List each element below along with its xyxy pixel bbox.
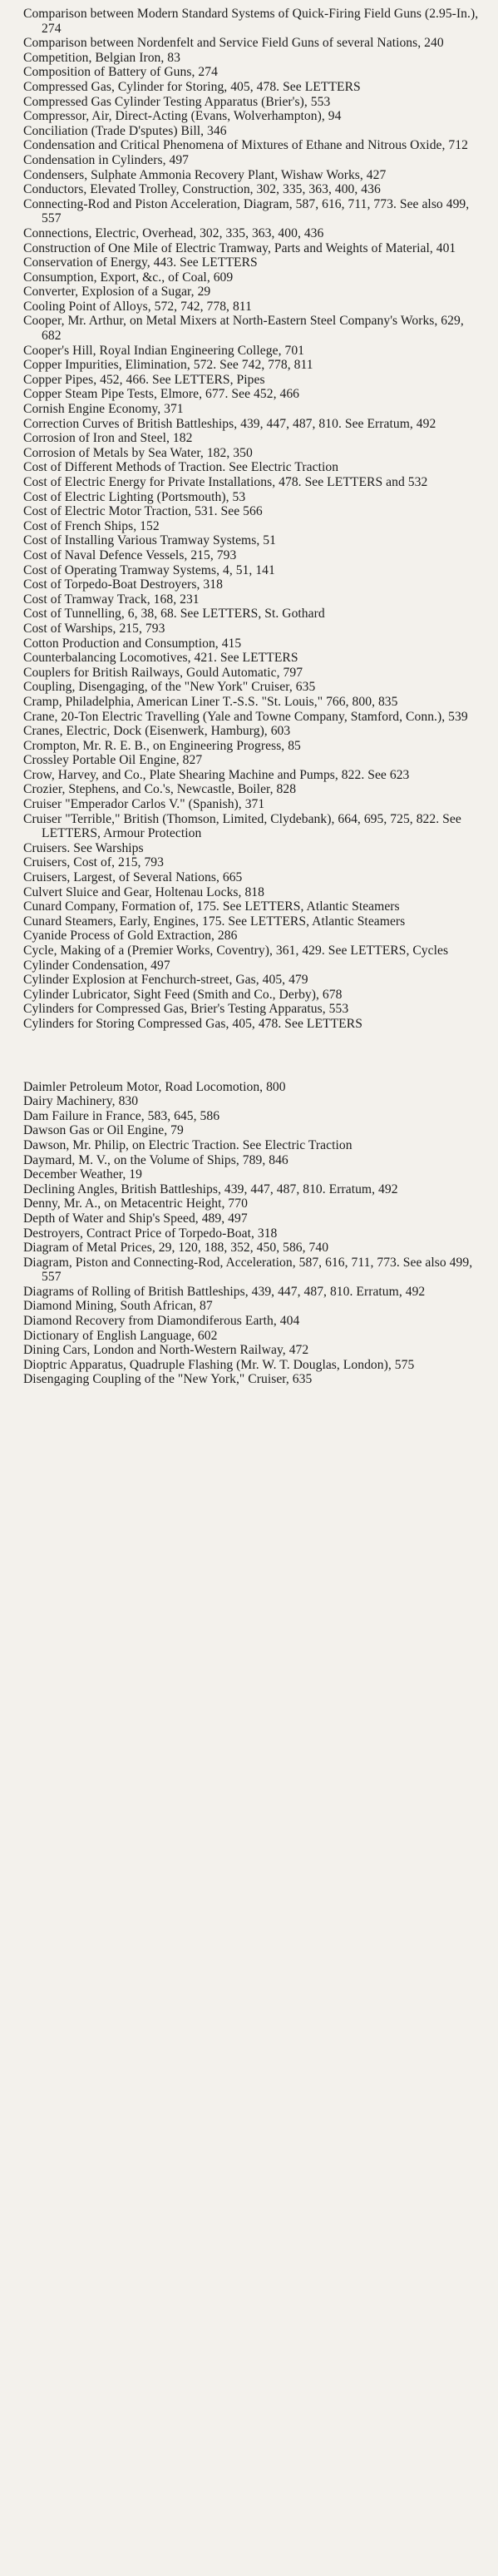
- index-entry: Dairy Machinery, 830: [23, 1094, 139, 1109]
- index-entry: Couplers for British Railways, Gould Automatic, 797: [23, 665, 303, 680]
- index-entry: Diagram of Metal Prices, 29, 120, 188, 352, 450, 586, 740: [23, 1241, 329, 1256]
- index-entry: Cost of Torpedo-Boat Destroyers, 318: [23, 577, 223, 592]
- index-entry: Condensation in Cylinders, 497: [23, 152, 190, 167]
- index-entry: Cost of Electric Energy for Private Installations, 478. See LETTERS and 532: [23, 475, 428, 489]
- index-entry: Coupling, Disengaging, of the "New York" Cruiser, 635: [23, 680, 316, 695]
- index-entry: Dawson Gas or Oil Engine, 79: [23, 1123, 184, 1138]
- index-section: [23, 7, 480, 1032]
- index-entry: Compressed Gas Cylinder Testing Apparatus (Brier's), 553: [23, 94, 331, 109]
- index-entry: Connecting-Rod and Piston Acceleration, Diagram, 587, 616, 711, 773. See also 499, 557: [23, 196, 470, 226]
- index-entry: Cruiser "Terrible," British (Thomson, Limited, Clydebank), 664, 695, 725, 822. See LETTERS, Armour Protection: [23, 811, 461, 841]
- index-entry: Condensers, Sulphate Ammonia Recovery Plant, Wishaw Works, 427: [23, 167, 387, 182]
- index-entry: Cunard Company, Formation of, 175. See LETTERS, Atlantic Steamers: [23, 899, 400, 914]
- index-entry: Cylinder Explosion at Fenchurch-street, Gas, 405, 479: [23, 973, 308, 988]
- index-section: [23, 1080, 480, 1387]
- index-entry: Conservation of Energy, 443. See LETTERS: [23, 255, 258, 270]
- index-entry: Corrosion of Iron and Steel, 182: [23, 431, 193, 446]
- index-entry: Converter, Explosion of a Sugar, 29: [23, 285, 211, 300]
- index-entry: Daymard, M. V., on the Volume of Ships, 789, 846: [23, 1152, 288, 1167]
- index-entry: Cruisers, Largest, of Several Nations, 665: [23, 870, 243, 885]
- index-entry: Cost of French Ships, 152: [23, 518, 160, 533]
- index-entry: Cyanide Process of Gold Extraction, 286: [23, 929, 238, 944]
- index-entry: Cunard Steamers, Early, Engines, 175. See LETTERS, Atlantic Steamers: [23, 914, 406, 929]
- index-entry: Compressor, Air, Direct-Acting (Evans, Wolverhampton), 94: [23, 109, 342, 124]
- index-entry: Culvert Sluice and Gear, Holtenau Locks, 818: [23, 884, 264, 899]
- index-entry: Diamond Mining, South African, 87: [23, 1299, 213, 1314]
- index-entry: December Weather, 19: [23, 1167, 143, 1182]
- index-entry: Disengaging Coupling of the "New York," Cruiser, 635: [23, 1372, 313, 1387]
- index-columns: [23, 7, 480, 1387]
- index-entry: Composition of Battery of Guns, 274: [23, 65, 218, 80]
- index-entry: Diamond Recovery from Diamondiferous Earth, 404: [23, 1314, 300, 1329]
- index-entry: Crossley Portable Oil Engine, 827: [23, 753, 203, 768]
- index-entry: Copper Impurities, Elimination, 572. See 742, 778, 811: [23, 358, 313, 373]
- index-entry: Dining Cars, London and North-Western Railway, 472: [23, 1343, 309, 1358]
- index-entry: Conductors, Elevated Trolley, Construction, 302, 335, 363, 400, 436: [23, 182, 381, 197]
- index-entry: Cranes, Electric, Dock (Eisenwerk, Hamburg), 603: [23, 724, 291, 739]
- index-entry: Condensation and Critical Phenomena of Mixtures of Ethane and Nitrous Oxide, 712: [23, 138, 468, 153]
- index-entry: Dictionary of English Language, 602: [23, 1328, 218, 1343]
- index-entry: Connections, Electric, Overhead, 302, 335, 363, 400, 436: [23, 225, 324, 240]
- index-entry: Dioptric Apparatus, Quadruple Flashing (Mr. W. T. Douglas, London), 575: [23, 1357, 415, 1372]
- index-entry: Declining Angles, British Battleships, 439, 447, 487, 810. Erratum, 492: [23, 1181, 398, 1196]
- index-entry: Competition, Belgian Iron, 83: [23, 50, 180, 65]
- index-entry: Crompton, Mr. R. E. B., on Engineering Progress, 85: [23, 738, 301, 753]
- index-entry: Cruisers. See Warships: [23, 840, 144, 855]
- index-entry: Cost of Naval Defence Vessels, 215, 793: [23, 547, 237, 562]
- index-entry: Consumption, Export, &c., of Coal, 609: [23, 270, 234, 285]
- index-entry: Cooling Point of Alloys, 572, 742, 778, 811: [23, 299, 252, 314]
- index-entry: Daimler Petroleum Motor, Road Locomotion, 800: [23, 1079, 286, 1094]
- index-entry: Denny, Mr. A., on Metacentric Height, 770: [23, 1196, 248, 1211]
- index-entry: Correction Curves of British Battleships, 439, 447, 487, 810. See Erratum, 492: [23, 416, 436, 431]
- index-entry: Cruiser "Emperador Carlos V." (Spanish), 371: [23, 797, 265, 812]
- index-entry: Cost of Operating Tramway Systems, 4, 51, 141: [23, 562, 275, 577]
- index-entry: Cruisers, Cost of, 215, 793: [23, 855, 164, 870]
- index-entry: Cylinder Lubricator, Sight Feed (Smith and Co., Derby), 678: [23, 987, 343, 1002]
- index-entry: Cost of Tramway Track, 168, 231: [23, 592, 200, 607]
- index-entry: Counterbalancing Locomotives, 421. See LETTERS: [23, 651, 298, 666]
- index-entry: Diagrams of Rolling of British Battleships, 439, 447, 487, 810. Erratum, 492: [23, 1284, 426, 1299]
- index-entry: Cylinders for Storing Compressed Gas, 405, 478. See LETTERS: [23, 1016, 362, 1031]
- index-entry: Comparison between Modern Standard Systems of Quick-Firing Field Guns (2.95-In.), 274: [23, 7, 479, 36]
- index-entry: Crozier, Stephens, and Co.'s, Newcastle, Boiler, 828: [23, 782, 297, 797]
- index-entry: Cost of Tunnelling, 6, 38, 68. See LETTERS, St. Gothard: [23, 607, 325, 622]
- index-entry: Copper Pipes, 452, 466. See LETTERS, Pipes: [23, 372, 265, 387]
- index-entry: Dam Failure in France, 583, 645, 586: [23, 1108, 220, 1123]
- index-entry: Construction of One Mile of Electric Tramway, Parts and Weights of Material, 401: [23, 240, 456, 255]
- index-entry: Cooper, Mr. Arthur, on Metal Mixers at North-Eastern Steel Company's Works, 629, 682: [23, 314, 464, 344]
- index-entry: Cycle, Making of a (Premier Works, Coventry), 361, 429. See LETTERS, Cycles: [23, 944, 449, 958]
- index-entry: Cramp, Philadelphia, American Liner T.-S.S. "St. Louis," 766, 800, 835: [23, 694, 398, 709]
- index-entry: Destroyers, Contract Price of Torpedo-Boat, 318: [23, 1226, 278, 1241]
- index-entry: Comparison between Nordenfelt and Service Field Guns of several Nations, 240: [23, 36, 444, 51]
- index-entry: Depth of Water and Ship's Speed, 489, 497: [23, 1211, 248, 1226]
- index-entry: Cost of Different Methods of Traction. See Electric Traction: [23, 460, 339, 475]
- index-entry: Copper Steam Pipe Tests, Elmore, 677. See 452, 466: [23, 387, 300, 402]
- index-entry: Cost of Electric Motor Traction, 531. See 566: [23, 504, 263, 519]
- index-entry: Corrosion of Metals by Sea Water, 182, 350: [23, 445, 253, 460]
- index-entry: Cost of Electric Lighting (Portsmouth), 53: [23, 489, 246, 504]
- index-entry: Cornish Engine Economy, 371: [23, 402, 184, 417]
- index-entry: Compressed Gas, Cylinder for Storing, 405, 478. See LETTERS: [23, 79, 361, 94]
- index-entry: Dawson, Mr. Philip, on Electric Traction. See Electric Traction: [23, 1137, 353, 1152]
- index-entry: Conciliation (Trade D'sputes) Bill, 346: [23, 123, 227, 138]
- index-entry: Cotton Production and Consumption, 415: [23, 636, 242, 651]
- index-entry: Cooper's Hill, Royal Indian Engineering College, 701: [23, 343, 305, 358]
- index-entry: Cost of Warships, 215, 793: [23, 621, 165, 636]
- index-entry: Cost of Installing Various Tramway Systems, 51: [23, 533, 276, 548]
- index-entry: Cylinder Condensation, 497: [23, 958, 170, 973]
- index-entry: Cylinders for Compressed Gas, Brier's Testing Apparatus, 553: [23, 1002, 349, 1017]
- index-entry: Crow, Harvey, and Co., Plate Shearing Machine and Pumps, 822. See 623: [23, 767, 410, 782]
- index-entry: Diagram, Piston and Connecting-Rod, Acceleration, 587, 616, 711, 773. See also 499, 557: [23, 1255, 473, 1285]
- index-entry: Crane, 20-Ton Electric Travelling (Yale and Towne Company, Stamford, Conn.), 539: [23, 709, 468, 724]
